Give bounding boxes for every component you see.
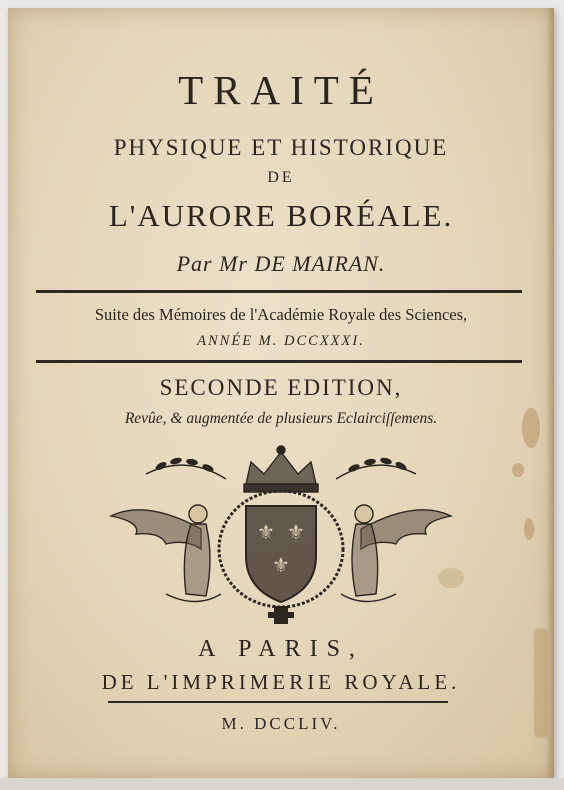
revision-line: Revûe, & augmentée de plusieurs Eclairciſſemens. [124,410,438,427]
foxing-stain [524,518,534,540]
foxing-stain [512,463,524,477]
page-edge [0,778,564,790]
series-line: Suite des Mémoires de l'Académie Royale des Sciences, [94,305,468,324]
year-line: ANNÉE M. DCCXXXI. [197,333,365,349]
subtitle-line-3: L'AURORE BORÉALE. [108,198,454,233]
divider-rule [36,290,522,293]
divider-rule [108,701,448,703]
divider-rule [36,360,522,363]
subtitle-line-1: PHYSIQUE ET HISTORIQUE [113,135,449,160]
author-line: Par Mr DE MAIRAN. [176,251,386,276]
svg-text:⚜: ⚜ [287,520,305,544]
svg-text:⚜: ⚜ [272,553,290,577]
royal-arms-emblem [106,444,456,624]
date-line: M. DCCLIV. [221,714,341,733]
subtitle-line-2: DE [267,169,295,186]
place-line: A PARIS, [198,636,364,662]
book-page [8,8,554,778]
svg-text:⚜: ⚜ [257,520,275,544]
printer-line: DE L'IMPRIMERIE ROYALE. [101,670,461,694]
edition-line: SECONDE EDITION, [159,375,403,400]
title: TRAITÉ [178,67,384,113]
